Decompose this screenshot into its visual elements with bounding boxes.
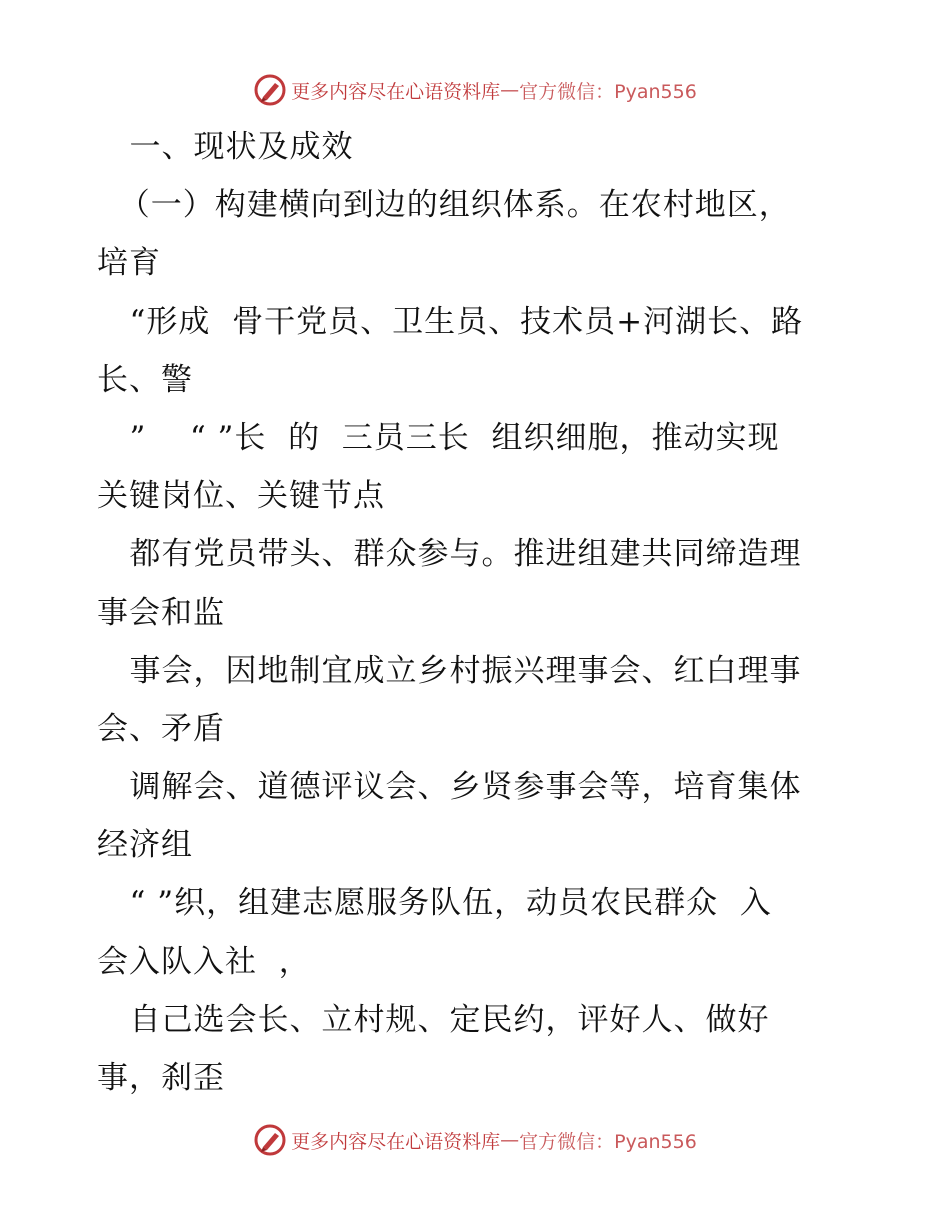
body-line: 关键岗位、关键节点	[97, 478, 385, 515]
body-line: 培育	[97, 245, 161, 282]
footer-watermark	[0, 1120, 950, 1160]
header-watermark	[0, 70, 950, 110]
watermark-brand-text: 更多内容尽在心语资料库	[291, 1130, 501, 1153]
body-line: 会入队入社 ，	[97, 943, 311, 980]
watermark-separator: —	[500, 79, 520, 101]
body-line: ” “ ”长 的 三员三长 组织细胞，推动实现	[97, 419, 780, 456]
body-line: 都有党员带头、群众参与。推进组建共同缔造理	[97, 536, 802, 573]
body-line: 长、警	[97, 361, 193, 398]
watermark-wechat-text: 官方微信：Pyan556	[519, 1130, 697, 1153]
body-line: “形成 骨干党员、卫生员、技术员+河湖长、路	[97, 303, 804, 340]
document-body	[97, 118, 857, 1107]
watermark-brand-text: 更多内容尽在心语资料库	[291, 80, 501, 103]
body-line: 事会，因地制宜成立乡村振兴理事会、红白理事	[97, 652, 802, 689]
watermark-separator: —	[500, 1129, 520, 1151]
body-line: “ ”织，组建志愿服务队伍，动员农民群众 入	[97, 885, 772, 922]
body-line: 一、现状及成效	[97, 129, 354, 165]
body-line: 事会和监	[97, 594, 225, 631]
body-line: 调解会、道德评议会、乡贤参事会等，培育集体	[97, 769, 802, 806]
body-line: 经济组	[97, 827, 193, 864]
pen-logo-icon	[253, 73, 287, 107]
watermark-wechat-text: 官方微信：Pyan556	[519, 80, 697, 103]
body-line: （一）构建横向到边的组织体系。在农村地区，	[97, 187, 791, 224]
pen-logo-icon	[253, 1123, 287, 1157]
body-line: 事，刹歪	[97, 1060, 225, 1096]
body-line: 自己选会长、立村规、定民约，评好人、做好	[97, 1001, 770, 1038]
body-line: 会、矛盾	[97, 710, 225, 747]
